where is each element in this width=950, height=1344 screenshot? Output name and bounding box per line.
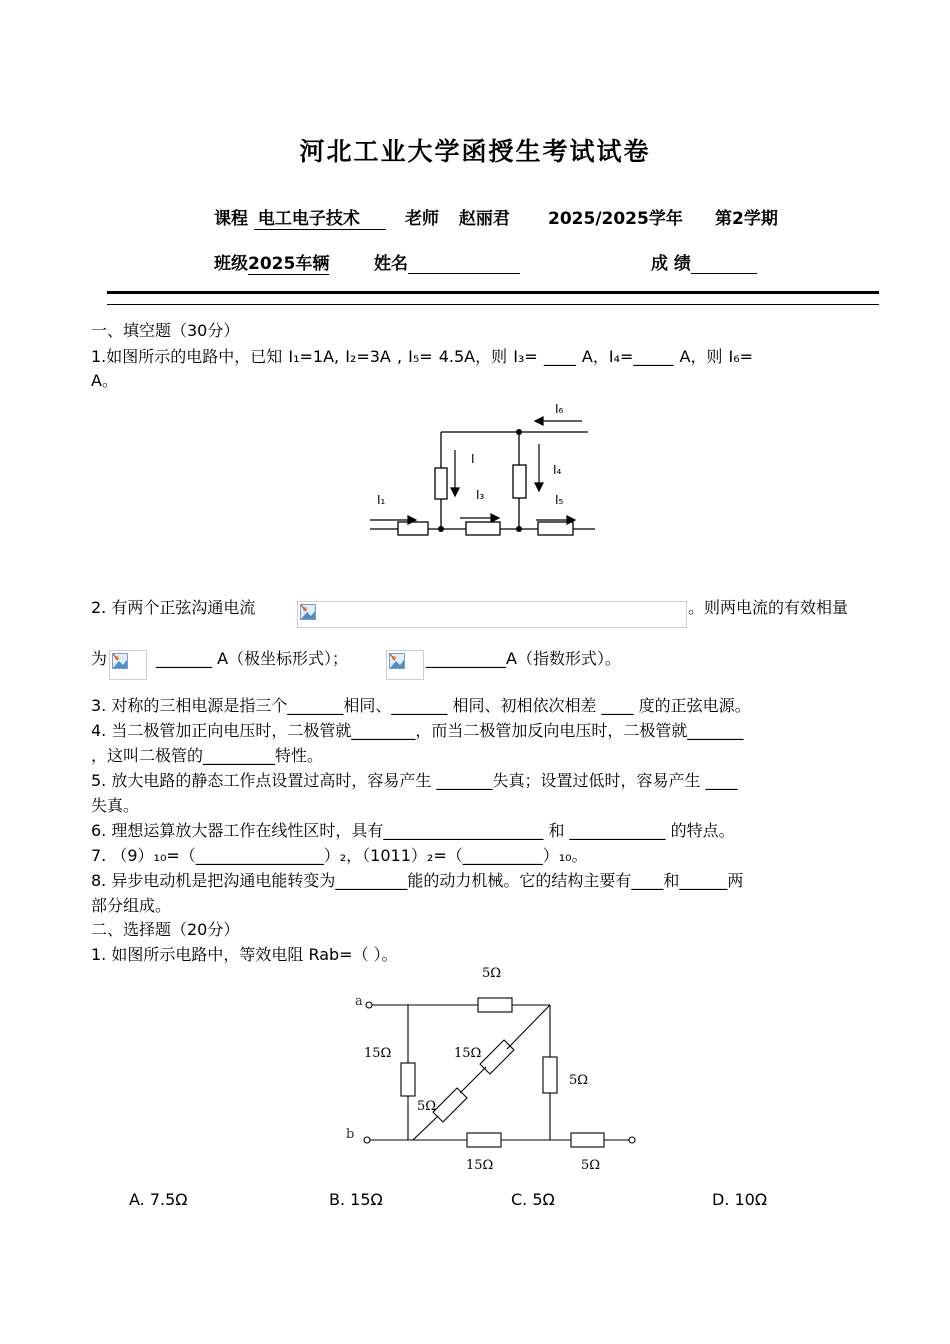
name-field [408, 255, 520, 274]
q2-phasor2-image [386, 650, 424, 680]
score-row [651, 249, 757, 274]
teacher-row [405, 204, 510, 229]
q5-text-end: 失真。 [91, 796, 140, 815]
school-year: 2025/2025学年 [548, 209, 683, 229]
circuit-figure-2 [340, 960, 650, 1180]
teacher-value: 赵丽君 [458, 209, 510, 229]
resistor-right-5 [543, 1057, 557, 1093]
label-i1: I₁ [377, 493, 386, 507]
q3-text: 3. 对称的三相电源是指三个_______相同、_______ 相同、初相依次相差 ____ 度的正弦电源。 [91, 696, 751, 715]
q5-text: 5. 放大电路的静态工作点设置过高时，容易产生 _______失真；设置过低时，容易产生 ____ [91, 771, 738, 790]
q4-text-end: ，这叫二极管的_________特性。 [91, 746, 324, 765]
broken-image-icon [112, 653, 128, 669]
q2-phasor1-image [109, 650, 147, 680]
q6-text: 6. 理想运算放大器工作在线性区时，具有____________________ 和 ____________ 的特点。 [91, 821, 735, 840]
resistor-r1 [398, 522, 428, 535]
label-bottom-right-5: 5Ω [581, 1158, 601, 1173]
name-row [374, 249, 520, 274]
header-rule-thick [107, 291, 879, 294]
name-label: 姓名 [374, 254, 408, 274]
label-i3: I₃ [476, 488, 485, 502]
resistor-top-5 [478, 998, 512, 1012]
resistor-bottom-right-5 [571, 1133, 604, 1147]
label-diag-15: 15Ω [454, 1046, 482, 1061]
resistor-r2 [435, 468, 447, 499]
header-rule-thin [107, 304, 879, 305]
terminal-b-label: b [346, 1127, 355, 1142]
label-bottom-15: 15Ω [466, 1158, 494, 1173]
section2-heading: 二、选择题（20分） [91, 920, 240, 939]
circuit-figure-1 [360, 398, 610, 548]
label-top-5: 5Ω [482, 966, 502, 981]
q8-text: 8. 异步电动机是把沟通电能转变为_________能的动力机械。它的结构主要有____和______两 [91, 871, 744, 890]
section1-heading: 一、填空题（30分） [91, 321, 240, 340]
score-field [691, 255, 757, 274]
resistor-r3 [466, 522, 500, 535]
q7-text: 7. （9）₁₀=（________________）₂，（1011）₂=（__________）₁₀。 [91, 846, 588, 865]
q2-formula-image [297, 601, 687, 628]
q1-text-end: A。 [91, 371, 118, 390]
label-left-15: 15Ω [364, 1046, 392, 1061]
resistor-bottom-15 [467, 1133, 501, 1147]
broken-image-icon [389, 653, 405, 669]
q2-text-e: __________A（指数形式）。 [426, 649, 621, 668]
class-label: 班级 [214, 254, 248, 274]
resistor-left-15 [401, 1063, 415, 1096]
score-label: 成 绩 [651, 254, 691, 274]
resistor-r4 [513, 465, 526, 498]
q2-text-d: _______ A（极坐标形式）； [156, 649, 349, 668]
option-a[interactable]: A. 7.5Ω [129, 1190, 188, 1209]
exam-title: 河北工业大学函授生考试试卷 [299, 137, 651, 166]
label-i6: I₆ [555, 402, 564, 416]
option-c[interactable]: C. 5Ω [511, 1190, 555, 1209]
course-value: 电工电子技术 [254, 204, 386, 230]
course-label: 课程 [214, 209, 248, 229]
label-i4: I₄ [553, 463, 562, 477]
terminal-a-label: a [355, 994, 363, 1009]
label-right-5: 5Ω [569, 1073, 589, 1088]
label-i: I [471, 452, 475, 466]
q2-text-a: 2. 有两个正弦沟通电流 [91, 598, 256, 617]
s2-q1-text: 1. 如图所示电路中，等效电阻 Rab=（ ）。 [91, 945, 398, 964]
resistor-diag-5 [433, 1088, 467, 1122]
q4-text: 4. 当二极管加正向电压时，二极管就________，而当二极管加反向电压时，二极管就_______ [91, 721, 744, 740]
q2-text-b: 。则两电流的有效相量 [688, 598, 849, 617]
broken-image-icon [300, 604, 316, 620]
term: 第2学期 [715, 209, 778, 229]
label-diag-5: 5Ω [417, 1099, 437, 1114]
class-row [214, 249, 329, 275]
q8-text-end: 部分组成。 [91, 896, 172, 915]
q2-text-c: 为 [91, 649, 108, 668]
option-d[interactable]: D. 10Ω [712, 1190, 768, 1209]
course-row [214, 204, 386, 230]
resistor-diag-15 [480, 1040, 514, 1074]
option-b[interactable]: B. 15Ω [329, 1190, 383, 1209]
q1-text: 1.如图所示的电路中，已知 I₁=1A, I₂=3A , I₅= 4.5A，则 I₃= ____ A，I₄=_____ A，则 I₆= [91, 347, 754, 366]
label-i5: I₅ [555, 493, 564, 507]
teacher-label: 老师 [405, 209, 439, 229]
class-value: 2025车辆 [248, 249, 329, 275]
